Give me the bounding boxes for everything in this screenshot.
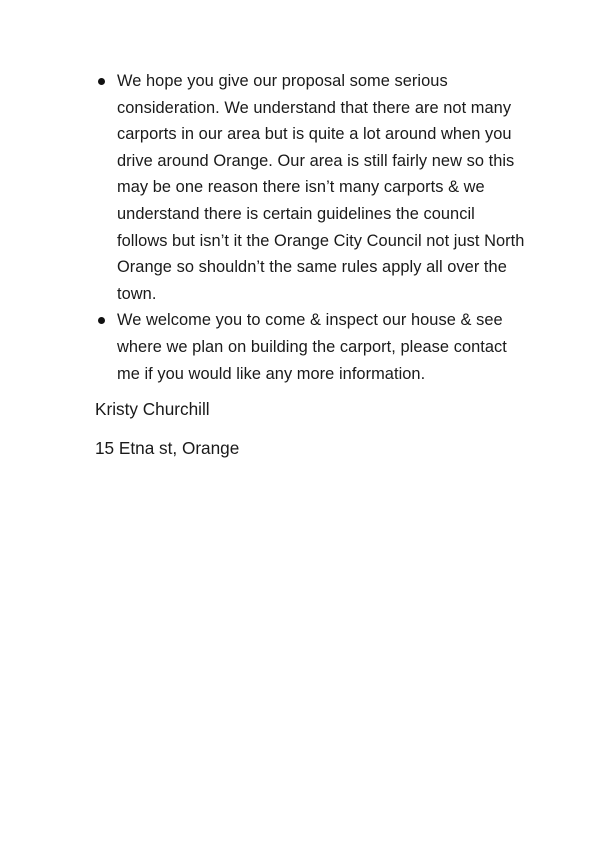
bullet-icon [98, 78, 105, 85]
list-item [95, 307, 555, 387]
bullet-list [95, 68, 555, 387]
bullet-text: We welcome you to come & inspect our house & see where we plan on building the carport, please contact me if you would like any more information. [117, 311, 507, 383]
bullet-icon [98, 317, 105, 324]
bullet-text: We hope you give our proposal some serious consideration. We understand that there are not many carports in our area but is quite a lot around when you drive around Orange. Our area is still fairly new so this may be one reason there isn’t many carports & we understand there is certain guidelines the council follows but isn’t it the Orange City Council not just North Orange so shouldn’t the same rules apply all over the town. [117, 72, 525, 303]
signature-name: Kristy Churchill [95, 399, 210, 419]
signature-address: 15 Etna st, Orange [95, 438, 240, 458]
list-item [95, 68, 555, 307]
